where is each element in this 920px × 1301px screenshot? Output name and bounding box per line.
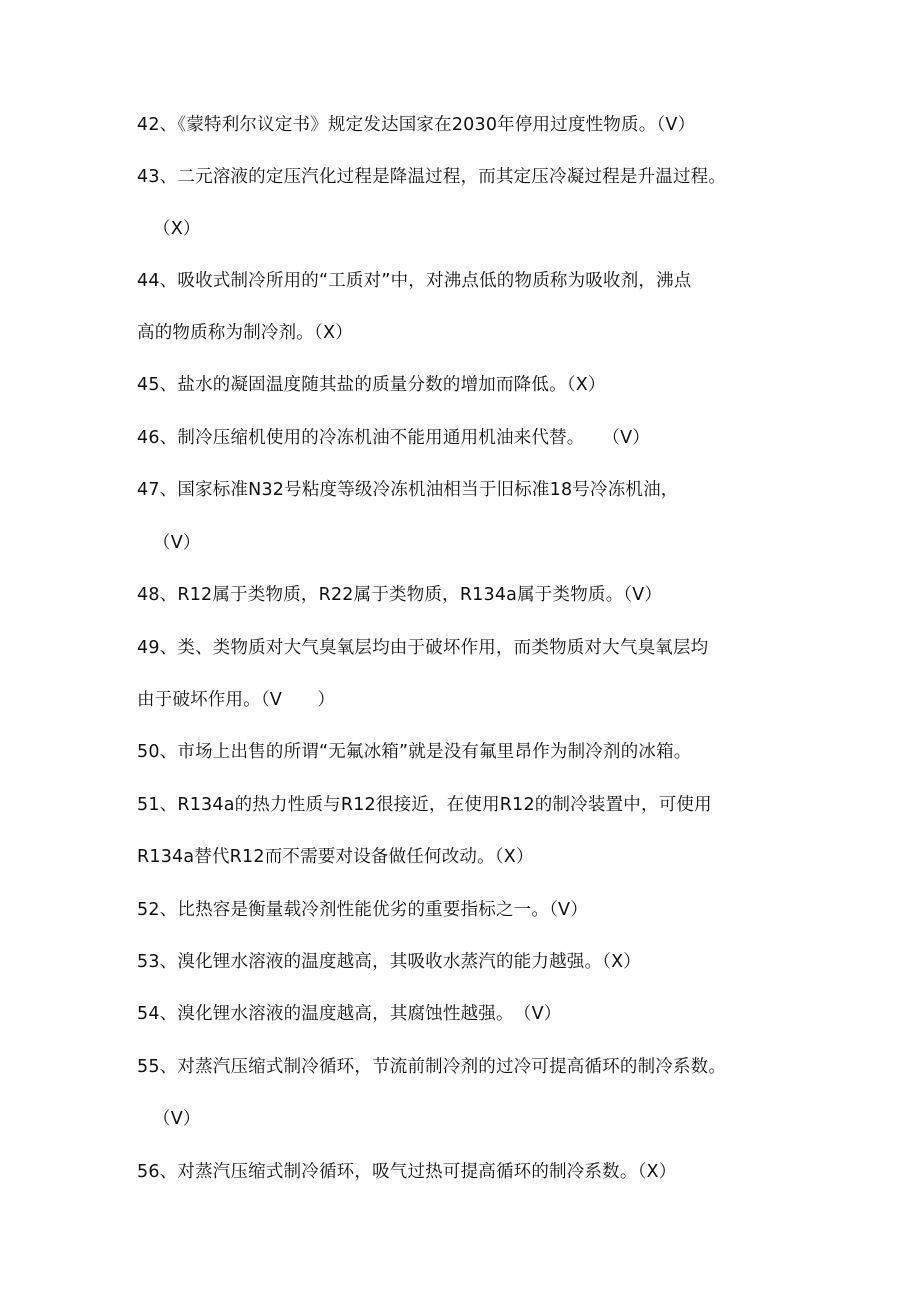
question-45: 45、盐水的凝固温度随其盐的质量分数的增加而降低。（X）: [137, 375, 606, 395]
question-52: 52、比热容是衡量载冷剂性能优劣的重要指标之一。（V）: [137, 900, 588, 920]
question-50: 50、市场上出售的所谓“无氟冰箱”就是没有氟里昂作为制冷剂的冰箱。: [137, 742, 692, 762]
question-47-line-1: 47、国家标准N32号粘度等级冷冻机油相当于旧标准18号冷冻机油，: [137, 480, 679, 500]
question-43-answer: （X）: [153, 219, 201, 239]
question-56: 56、对蒸汽压缩式制冷循环，吸气过热可提高循环的制冷系数。（X）: [137, 1162, 677, 1182]
question-53: 53、溴化锂水溶液的温度越高，其吸收水蒸汽的能力越强。（X）: [137, 952, 642, 972]
question-46: 46、制冷压缩机使用的冷冻机油不能用通用机油来代替。 （V）: [137, 428, 650, 448]
question-44-line-2: 高的物质称为制冷剂。（X）: [137, 323, 353, 343]
question-49-line-2: 由于破坏作用。（V ）: [137, 690, 336, 710]
question-51-line-2: R134a替代R12而不需要对设备做任何改动。（X）: [137, 847, 534, 867]
question-44-line-1: 44、吸收式制冷所用的“工质对”中，对沸点低的物质称为吸收剂，沸点: [137, 271, 692, 291]
question-47-answer: （V）: [153, 533, 201, 553]
question-43-line-1: 43、二元溶液的定压汽化过程是降温过程，而其定压冷凝过程是升温过程。: [137, 167, 727, 187]
question-42: 42、《蒙特利尔议定书》规定发达国家在2030年停用过度性物质。（V）: [137, 115, 696, 135]
question-51-line-1: 51、R134a的热力性质与R12很接近，在使用R12的制冷装置中，可使用: [137, 795, 712, 815]
question-49-line-1: 49、类、类物质对大气臭氧层均由于破坏作用，而类物质对大气臭氧层均: [137, 638, 709, 658]
question-54: 54、溴化锂水溶液的温度越高，其腐蚀性越强。 （V）: [137, 1004, 562, 1024]
question-55-line-1: 55、对蒸汽压缩式制冷循环，节流前制冷剂的过冷可提高循环的制冷系数。: [137, 1057, 727, 1077]
question-55-answer: （V）: [153, 1109, 201, 1129]
question-48: 48、R12属于类物质，R22属于类物质，R134a属于类物质。（V）: [137, 585, 663, 605]
